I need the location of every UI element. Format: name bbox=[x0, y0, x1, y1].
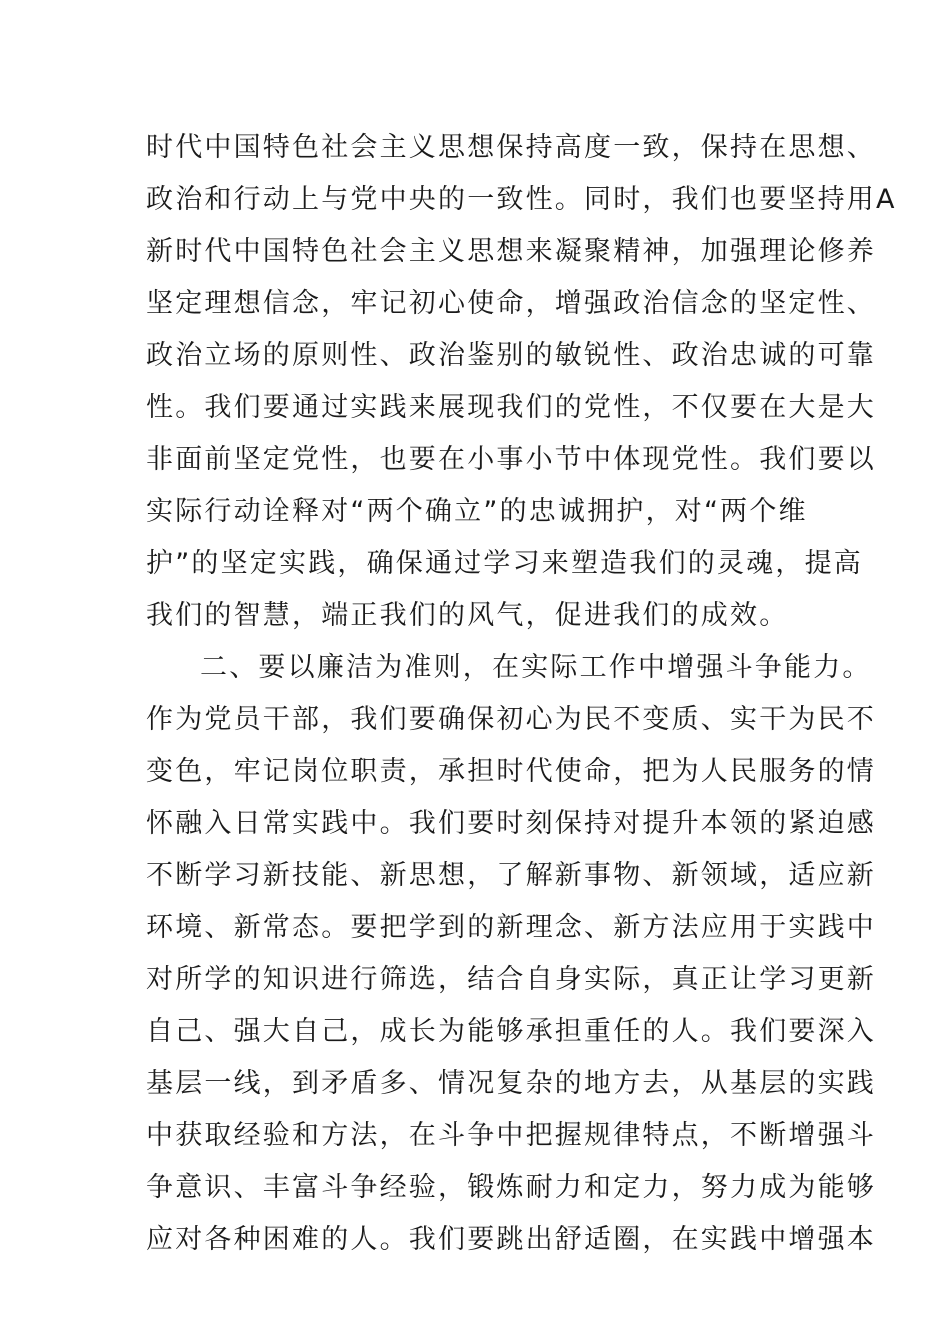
text-line: 不断学习新技能、新思想，了解新事物、新领域，适应新 bbox=[146, 860, 876, 891]
text-line: 自己、强大自己，成长为能够承担重任的人。我们要深入 bbox=[146, 1016, 876, 1047]
section-heading-line: 二、要以廉洁为准则，在实际工作中增强斗争能力。 bbox=[200, 652, 872, 683]
text-line: 实际行动诠释对“两个确立”的忠诚拥护，对“两个维 bbox=[146, 496, 808, 527]
text-line: 对所学的知识进行筛选，结合自身实际，真正让学习更新 bbox=[146, 964, 876, 995]
text-line: 我们的智慧，端正我们的风气，促进我们的成效。 bbox=[146, 600, 789, 631]
text-line: 作为党员干部，我们要确保初心为民不变质、实干为民不 bbox=[146, 704, 876, 735]
text-line: 变色，牢记岗位职责，承担时代使命，把为人民服务的情 bbox=[146, 756, 876, 787]
text-line: 性。我们要通过实践来展现我们的党性，不仅要在大是大 bbox=[146, 392, 876, 423]
text-line: 环境、新常态。要把学到的新理念、新方法应用于实践中 bbox=[146, 912, 876, 943]
text-line: 政治和行动上与党中央的一致性。同时，我们也要坚持用A bbox=[146, 184, 897, 215]
text-line: 争意识、丰富斗争经验，锻炼耐力和定力，努力成为能够 bbox=[146, 1172, 876, 1203]
text-line: 非面前坚定党性，也要在小事小节中体现党性。我们要以 bbox=[146, 444, 876, 475]
text-line: 中获取经验和方法，在斗争中把握规律特点，不断增强斗 bbox=[146, 1120, 876, 1151]
text-line: 应对各种困难的人。我们要跳出舒适圈，在实践中增强本 bbox=[146, 1224, 876, 1255]
text-line: 怀融入日常实践中。我们要时刻保持对提升本领的紧迫感 bbox=[146, 808, 876, 839]
text-line: 新时代中国特色社会主义思想来凝聚精神，加强理论修养 bbox=[146, 236, 876, 267]
text-line: 政治立场的原则性、政治鉴别的敏锐性、政治忠诚的可靠 bbox=[146, 340, 876, 371]
text-line: 坚定理想信念，牢记初心使命，增强政治信念的坚定性、 bbox=[146, 288, 876, 319]
text-line: 护”的坚定实践，确保通过学习来塑造我们的灵魂，提高 bbox=[146, 548, 863, 579]
body-text bbox=[146, 122, 897, 1266]
text-line: 基层一线，到矛盾多、情况复杂的地方去，从基层的实践 bbox=[146, 1068, 876, 1099]
text-line: 时代中国特色社会主义思想保持高度一致，保持在思想、 bbox=[146, 132, 876, 163]
